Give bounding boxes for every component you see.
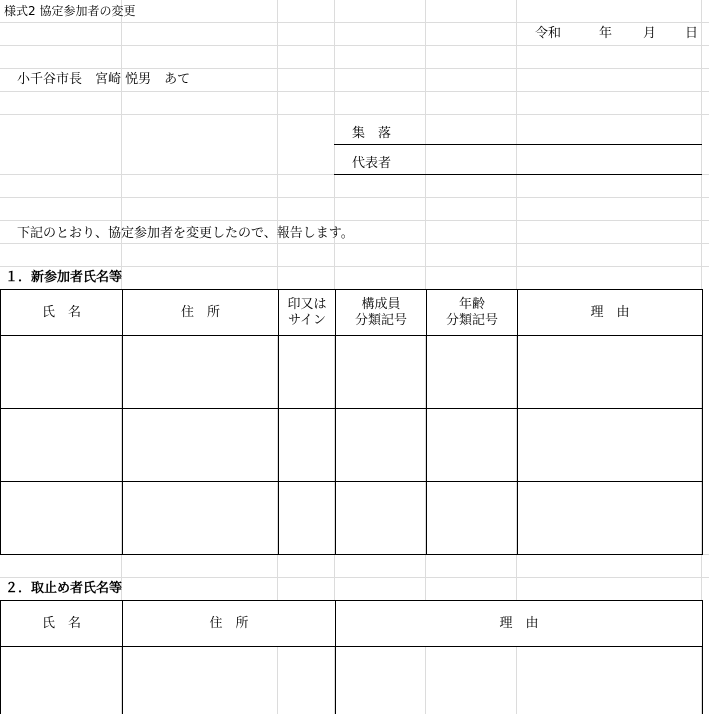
grid-row-line bbox=[0, 243, 709, 244]
representative-label: 代表者 bbox=[352, 156, 392, 171]
statement: 下記のとおり、協定参加者を変更したので、報告します。 bbox=[17, 226, 354, 241]
seal-cell[interactable] bbox=[279, 336, 336, 409]
addressee: 小千谷市長 宮崎 悦男 あて bbox=[17, 72, 191, 87]
form-label: 様式2 協定参加者の変更 bbox=[4, 4, 136, 18]
name-cell[interactable] bbox=[1, 409, 123, 482]
header-reason: 理 由 bbox=[336, 601, 703, 647]
table-row bbox=[1, 482, 703, 555]
date-day: 日 bbox=[685, 26, 699, 41]
withdrawn-participants-table bbox=[0, 600, 703, 714]
reason-cell[interactable] bbox=[518, 409, 703, 482]
grid-row-line bbox=[0, 197, 709, 198]
address-cell[interactable] bbox=[123, 409, 279, 482]
representative-underline bbox=[334, 174, 702, 175]
grid-row-line bbox=[0, 266, 709, 267]
reason-cell[interactable] bbox=[518, 336, 703, 409]
grid-row-line bbox=[0, 68, 709, 69]
date-month: 月 bbox=[643, 26, 657, 41]
address-cell[interactable] bbox=[123, 482, 279, 555]
section2-title: ２．取止め者氏名等 bbox=[5, 581, 123, 596]
header-seal-or-signature: 印又は サイン bbox=[279, 290, 336, 336]
reason-cell[interactable] bbox=[336, 647, 703, 714]
age-code-cell[interactable] bbox=[427, 336, 518, 409]
grid-row-line bbox=[0, 114, 709, 115]
section1-title: １．新参加者氏名等 bbox=[5, 270, 123, 285]
header-name: 氏 名 bbox=[1, 290, 123, 336]
header-age-category-code: 年齢 分類記号 bbox=[427, 290, 518, 336]
grid-row-line bbox=[0, 22, 709, 23]
seal-cell[interactable] bbox=[279, 409, 336, 482]
header-name: 氏 名 bbox=[1, 601, 123, 647]
age-code-cell[interactable] bbox=[427, 482, 518, 555]
table-row bbox=[1, 409, 703, 482]
address-cell[interactable] bbox=[123, 336, 279, 409]
table-header-row bbox=[1, 601, 703, 647]
grid-row-line bbox=[0, 91, 709, 92]
village-underline bbox=[334, 144, 702, 145]
name-cell[interactable] bbox=[1, 647, 123, 714]
table-header-row bbox=[1, 290, 703, 336]
table-row bbox=[1, 336, 703, 409]
village-label: 集 落 bbox=[352, 126, 392, 141]
name-cell[interactable] bbox=[1, 482, 123, 555]
date-era: 令和 bbox=[535, 26, 562, 41]
seal-cell[interactable] bbox=[279, 482, 336, 555]
header-reason: 理 由 bbox=[518, 290, 703, 336]
header-address: 住 所 bbox=[123, 290, 279, 336]
grid-row-line bbox=[0, 45, 709, 46]
member-code-cell[interactable] bbox=[336, 409, 427, 482]
header-member-category-code: 構成員 分類記号 bbox=[336, 290, 427, 336]
age-code-cell[interactable] bbox=[427, 409, 518, 482]
new-participants-table bbox=[0, 289, 703, 555]
header-address: 住 所 bbox=[123, 601, 336, 647]
table-row bbox=[1, 647, 703, 714]
grid-row-line bbox=[0, 220, 709, 221]
member-code-cell[interactable] bbox=[336, 482, 427, 555]
address-cell[interactable] bbox=[123, 647, 336, 714]
date-year: 年 bbox=[599, 26, 613, 41]
grid-row-line bbox=[0, 577, 709, 578]
name-cell[interactable] bbox=[1, 336, 123, 409]
reason-cell[interactable] bbox=[518, 482, 703, 555]
member-code-cell[interactable] bbox=[336, 336, 427, 409]
